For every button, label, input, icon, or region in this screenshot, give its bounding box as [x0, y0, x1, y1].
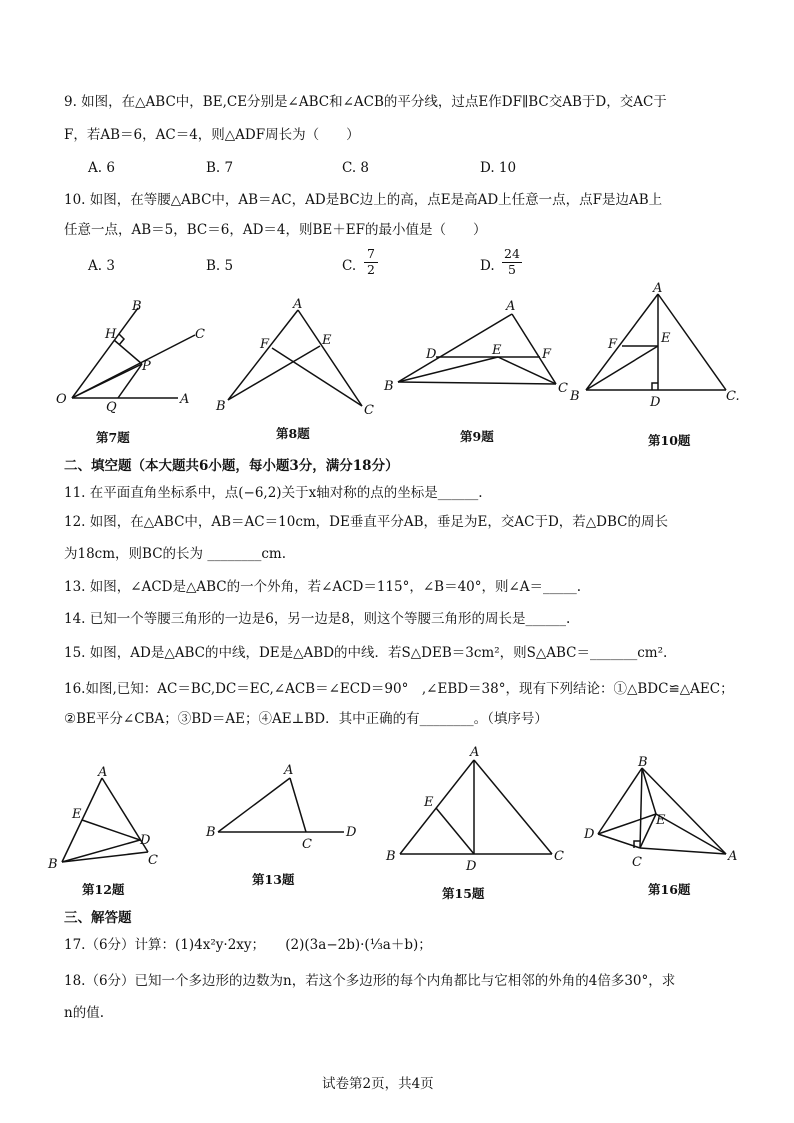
fig15-label-b: B — [386, 849, 396, 864]
fig16-label-a: A — [728, 849, 738, 864]
q10-option-c: C. — [342, 258, 357, 274]
fig13-label-b: B — [206, 825, 216, 840]
fig9-label-a: A — [506, 299, 516, 314]
caption-fig15: 第15题 — [442, 886, 485, 901]
fig8-label-f: F — [260, 337, 270, 352]
fig15-label-c: C — [554, 849, 564, 864]
fig8-label-a: A — [293, 297, 303, 312]
section3-heading: 三、解答题 — [64, 910, 132, 926]
fig8-label-e: E — [322, 333, 332, 348]
q10-option-b: B. 5 — [206, 258, 234, 274]
fraction-numerator: 7 — [367, 246, 375, 261]
fig10-label-f: F — [608, 337, 618, 352]
fig12-label-a: A — [98, 765, 108, 780]
caption-fig13: 第13题 — [252, 872, 295, 887]
fig15-label-a: A — [470, 745, 480, 760]
fig13-label-c: C — [302, 837, 312, 852]
fraction-denominator: 2 — [367, 261, 375, 277]
q12-line2: 为18cm，则BC的长为 ________cm. — [64, 546, 286, 562]
fig16-label-e: E — [656, 813, 666, 828]
caption-fig8: 第8题 — [276, 426, 310, 441]
fig16-label-b: B — [638, 755, 648, 770]
fig9-label-d: D — [426, 347, 437, 362]
fig8-label-b: B — [216, 399, 226, 414]
fig10-label-a: A — [653, 281, 663, 296]
fig9-label-c: C — [558, 381, 568, 396]
fig12-label-c: C — [148, 853, 158, 868]
q14: 14. 已知一个等腰三角形的一边是6，另一边是8，则这个等腰三角形的周长是______. — [64, 611, 571, 627]
fig7-label-q: Q — [106, 400, 117, 415]
q10-option-a: A. 3 — [88, 258, 115, 274]
q9-option-d: D. 10 — [480, 160, 517, 176]
q9-line1: 9. 如图，在△ABC中，BE,CE分别是∠ABC和∠ACB的平分线，过点E作DF∥BC交AB于D，交AC于 — [64, 94, 667, 110]
caption-fig9: 第9题 — [460, 429, 494, 444]
q9-option-c: C. 8 — [342, 160, 370, 176]
fig10-label-b: B — [570, 389, 580, 404]
fig7-label-c: C — [195, 327, 205, 342]
q17: 17.（6分）计算：(1)4x²y·2xy； (2)(3a−2b)·(⅓a＋b)； — [64, 937, 432, 953]
fig9-label-e: E — [492, 343, 502, 358]
figure-15 — [380, 742, 576, 874]
fig10-label-c: C. — [726, 389, 740, 404]
fig10-label-d: D — [650, 395, 661, 410]
caption-fig10: 第10题 — [648, 433, 691, 448]
q15: 15. 如图，AD是△ABC的中线，DE是△ABD的中线．若S△DEB＝3cm²，则S△ABC＝_______cm². — [64, 645, 668, 661]
figure-10 — [566, 280, 746, 414]
q11: 11. 在平面直角坐标系中，点(−6,2)关于x轴对称的点的坐标是______. — [64, 485, 483, 501]
q13: 13. 如图，∠ACD是△ABC的一个外角，若∠ACD＝115°，∠B＝40°，则∠A＝_____. — [64, 579, 582, 595]
fig12-label-d: D — [140, 833, 151, 848]
figure-12 — [44, 760, 174, 872]
fig15-label-d: D — [466, 859, 477, 874]
fig12-label-b: B — [48, 857, 58, 872]
fig13-label-a: A — [284, 763, 294, 778]
fig13-label-d: D — [346, 825, 357, 840]
section2-heading: 二、填空题（本大题共6小题，每小题3分，满分18分） — [64, 458, 399, 474]
q10-line2: 任意一点，AB＝5，BC＝6，AD＝4，则BE＋EF的最小值是（ ） — [64, 222, 487, 238]
q18-line1: 18.（6分）已知一个多边形的边数为n，若这个多边形的每个内角都比与它相邻的外角的4倍多30°，求 — [64, 973, 676, 989]
q16-line2: ②BE平分∠CBA；③BD＝AE；④AE⊥BD．其中正确的有________。（填序号） — [64, 711, 548, 727]
fraction-denominator: 5 — [508, 261, 516, 277]
figure-16 — [578, 752, 748, 876]
q10-option-d-fraction — [502, 248, 522, 276]
fig16-label-c: C — [632, 855, 642, 870]
figure-7 — [50, 298, 220, 416]
q9-line2: F，若AB＝6，AC＝4，则△ADF周长为（ ） — [64, 127, 360, 143]
q10-line1: 10. 如图，在等腰△ABC中，AB＝AC，AD是BC边上的高，点E是高AD上任意一点，点F是边AB上 — [64, 192, 663, 208]
fig15-label-e: E — [424, 795, 434, 810]
q18-line2: n的值. — [64, 1005, 104, 1021]
q9-option-a: A. 6 — [88, 160, 115, 176]
fig10-label-e: E — [661, 331, 671, 346]
figure-13 — [204, 760, 364, 852]
q16-line1: 16.如图,已知：AC＝BC,DC＝EC,∠ACB＝∠ECD＝90° ,∠EBD＝38°，现有下列结论：①△BDC≌△AEC； — [64, 681, 734, 697]
q10-option-d: D. — [480, 258, 495, 274]
caption-fig12: 第12题 — [82, 882, 125, 897]
page-footer: 试卷第2页，共4页 — [322, 1076, 434, 1092]
fig16-label-d: D — [584, 827, 595, 842]
q12-line1: 12. 如图，在△ABC中，AB＝AC＝10cm，DE垂直平分AB，垂足为E，交AC于D，若△DBC的周长 — [64, 514, 668, 530]
fig8-label-c: C — [364, 403, 374, 418]
q10-option-c-fraction — [364, 248, 378, 276]
caption-fig7: 第7题 — [96, 430, 130, 445]
caption-fig16: 第16题 — [648, 882, 691, 897]
q9-option-b: B. 7 — [206, 160, 234, 176]
fig7-label-p: P — [142, 359, 151, 374]
fig9-label-f: F — [542, 347, 552, 362]
fig12-label-e: E — [72, 807, 82, 822]
fraction-numerator: 24 — [504, 246, 520, 261]
figure-9 — [380, 296, 576, 400]
fig7-label-o: O — [56, 392, 67, 407]
fig7-label-a: A — [180, 392, 190, 407]
fig7-label-b: B — [132, 299, 142, 314]
figure-8 — [212, 296, 382, 418]
fig7-label-h: H — [105, 327, 117, 342]
fig9-label-b: B — [384, 379, 394, 394]
